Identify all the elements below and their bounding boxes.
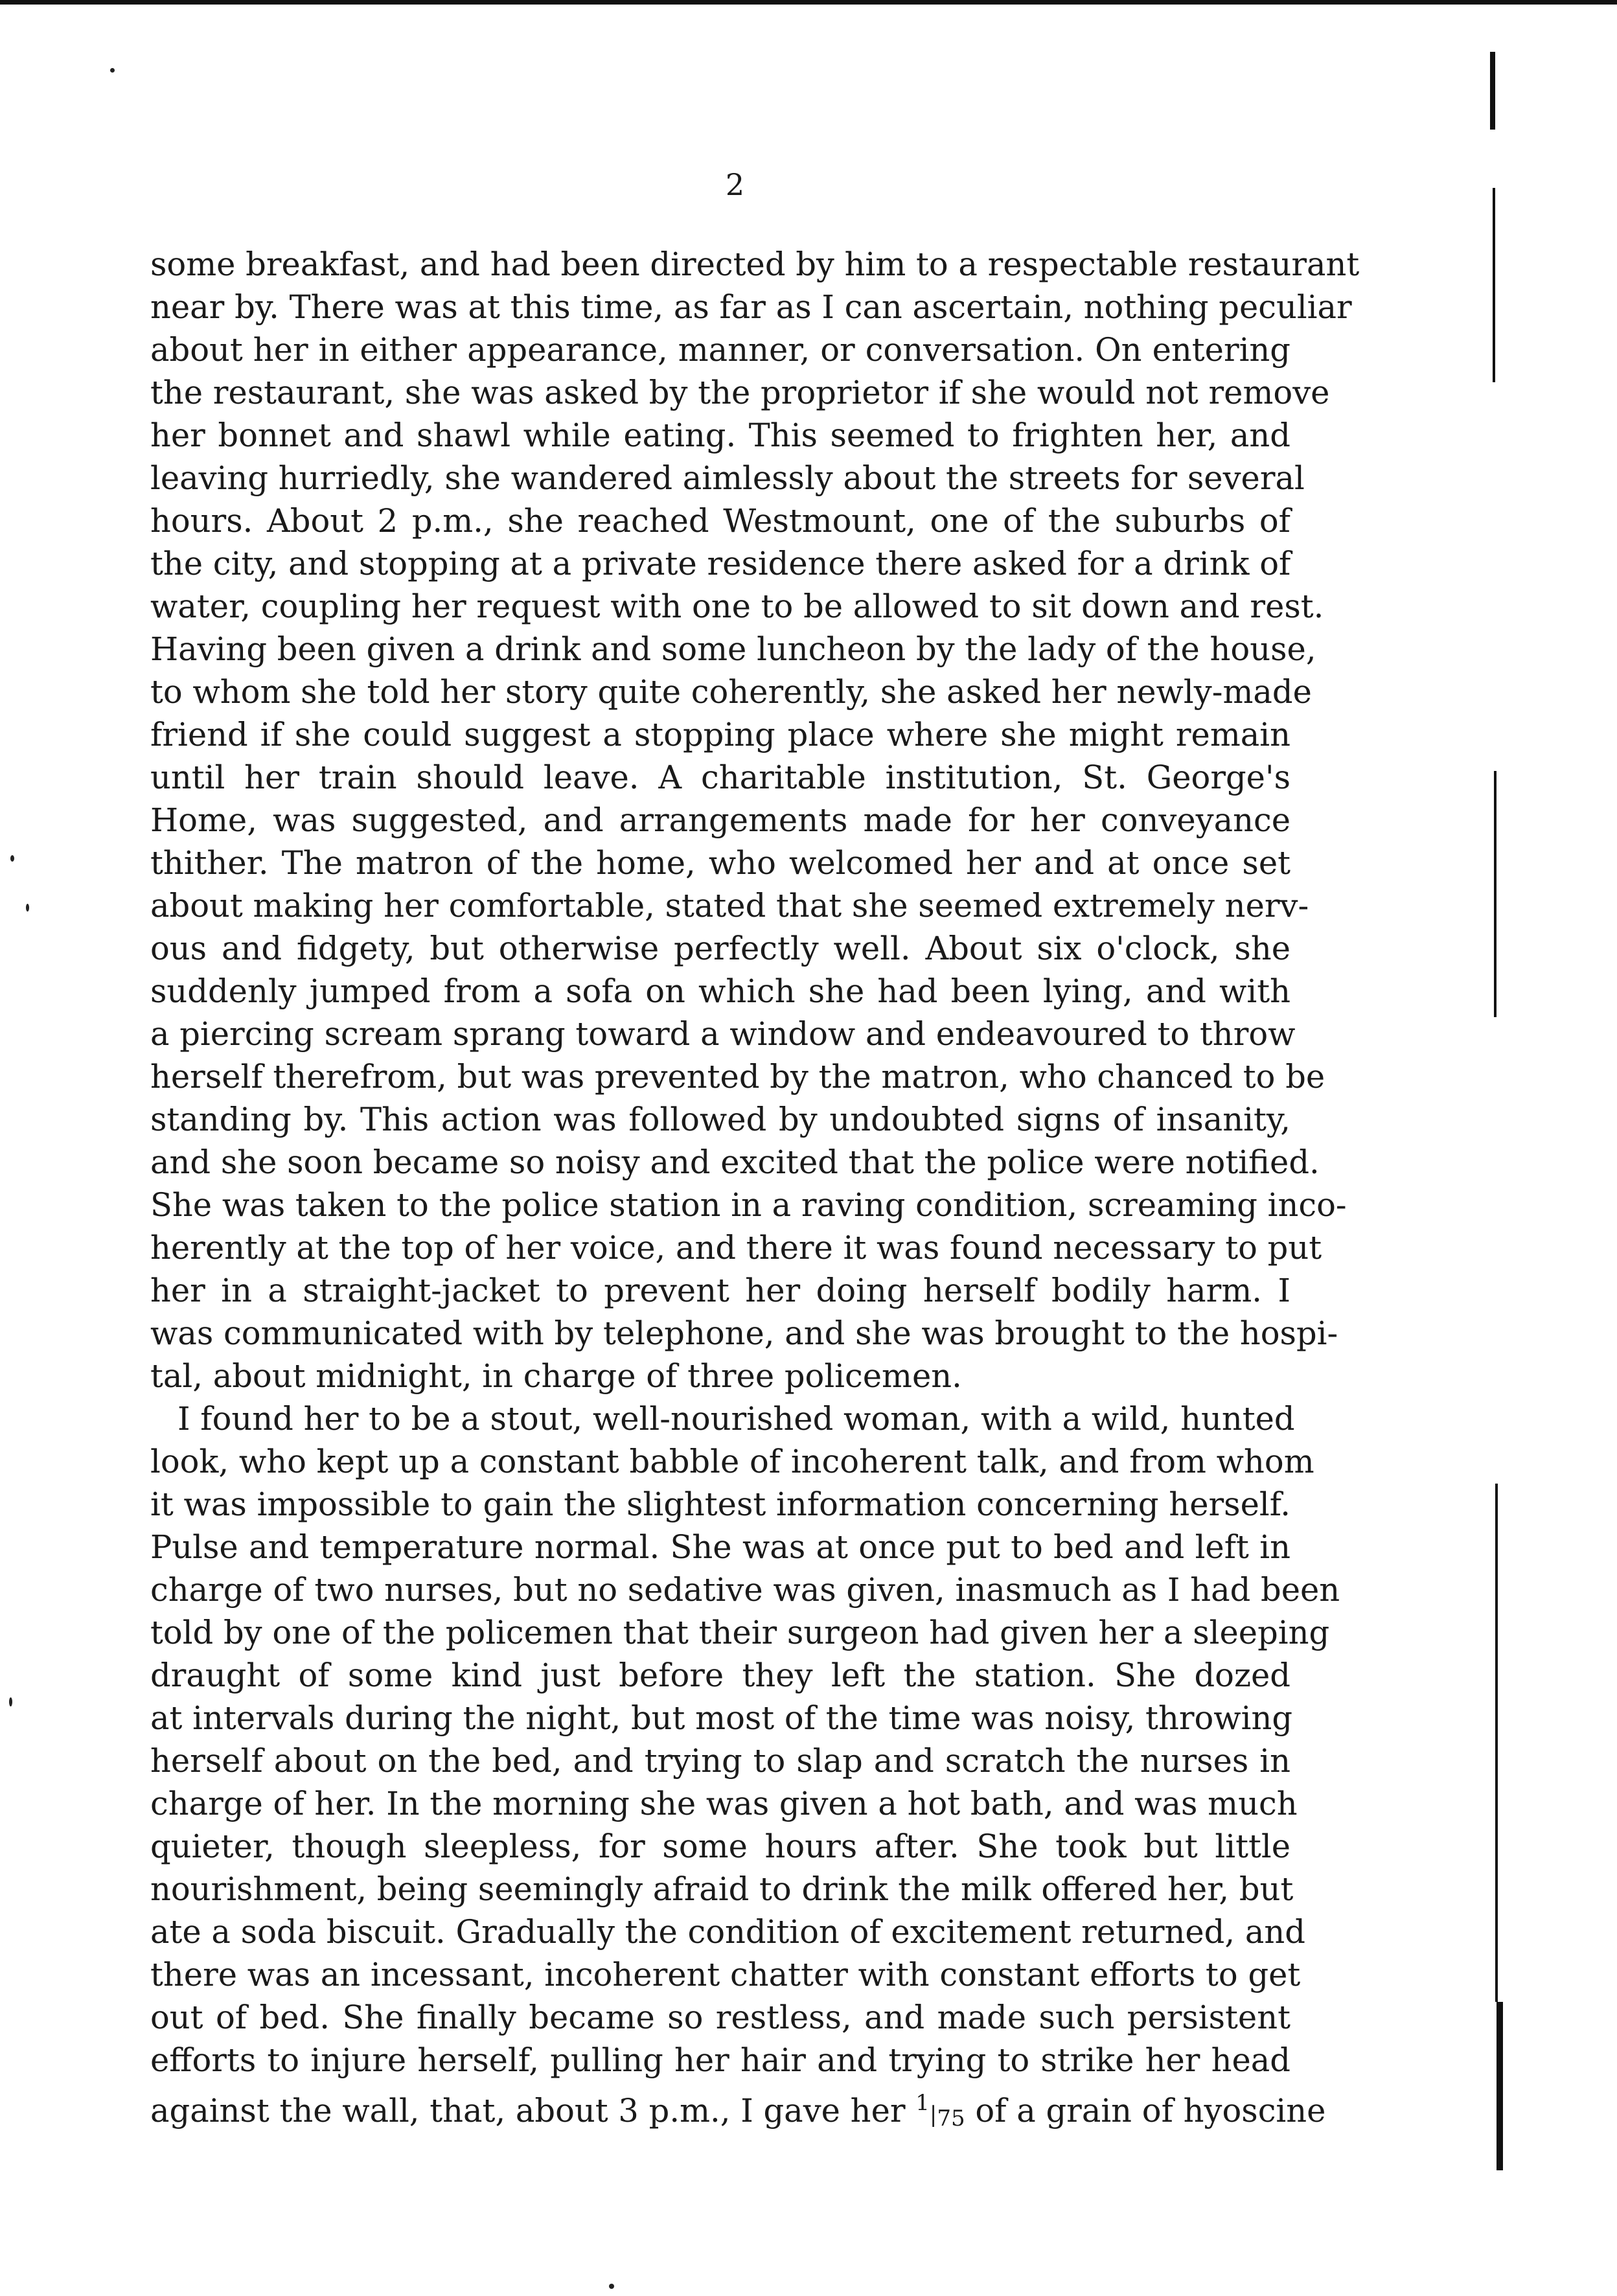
text-line: ous and fidgety, but otherwise perfectly well. About six o'clock, she xyxy=(150,930,1290,967)
text-line: herself therefrom, but was prevented by the matron, who chanced to be xyxy=(150,1058,1325,1096)
edge-mark xyxy=(1497,2002,1503,2170)
text-line: thither. The matron of the home, who welcomed her and at once set xyxy=(150,844,1290,882)
right-page-edge xyxy=(1490,26,1500,2255)
text-line: efforts to injure herself, pulling her hair and trying to strike her head xyxy=(150,2041,1290,2079)
text-line: standing by. This action was followed by undoubted signs of insanity, xyxy=(150,1101,1290,1138)
text-line: water, coupling her request with one to be allowed to sit down and rest. xyxy=(150,588,1324,625)
final-line-after: of a grain of hyoscine xyxy=(965,2092,1326,2130)
text-line: charge of her. In the morning she was given a hot bath, and was much xyxy=(150,1785,1298,1822)
text-line: nourishment, being seemingly afraid to drink the milk offered her, but xyxy=(150,1870,1294,1908)
text-line: I found her to be a stout, well-nourished woman, with a wild, hunted xyxy=(178,1400,1295,1438)
text-line: draught of some kind just before they left the station. She dozed xyxy=(150,1657,1290,1694)
text-line: her in a straight-jacket to prevent her doing herself bodily harm. I xyxy=(150,1272,1290,1309)
text-line: it was impossible to gain the slightest information concerning herself. xyxy=(150,1486,1290,1523)
text-line: herself about on the bed, and trying to slap and scratch the nurses in xyxy=(150,1742,1290,1780)
text-line: there was an incessant, incoherent chatter with constant efforts to get xyxy=(150,1956,1301,1993)
text-line: near by. There was at this time, as far as I can ascertain, nothing peculiar xyxy=(150,288,1352,326)
fraction-denominator: 75 xyxy=(937,2106,965,2131)
text-line: suddenly jumped from a sofa on which she had been lying, and with xyxy=(150,972,1290,1010)
text-line: out of bed. She finally became so restless, and made such persistent xyxy=(150,1999,1290,2036)
text-line: Having been given a drink and some luncheon by the lady of the house, xyxy=(150,630,1316,668)
text-line: look, who kept up a constant babble of incoherent talk, and from whom xyxy=(150,1443,1314,1480)
text-line: ate a soda biscuit. Gradually the condition of excitement returned, and xyxy=(150,1913,1305,1951)
edge-mark xyxy=(1494,771,1497,1017)
scan-speck xyxy=(609,2284,614,2289)
fraction-separator: | xyxy=(929,2102,937,2128)
text-line: her bonnet and shawl while eating. This seemed to frighten her, and xyxy=(150,417,1290,454)
page-number: 2 xyxy=(725,167,746,202)
text-line-final xyxy=(150,2082,1326,2131)
scan-speck xyxy=(9,1697,12,1706)
text-line: hours. About 2 p.m., she reached Westmount, one of the suburbs of xyxy=(150,502,1290,540)
scan-speck xyxy=(26,904,29,912)
scan-speck xyxy=(10,855,14,862)
text-line: herently at the top of her voice, and there it was found necessary to put xyxy=(150,1229,1322,1267)
text-line: the restaurant, she was asked by the proprietor if she would not remove xyxy=(150,374,1330,411)
top-border-rule xyxy=(0,0,1617,5)
text-line: charge of two nurses, but no sedative was given, inasmuch as I had been xyxy=(150,1571,1340,1609)
text-line: Home, was suggested, and arrangements made for her conveyance xyxy=(150,801,1290,839)
text-line: the city, and stopping at a private residence there asked for a drink of xyxy=(150,545,1291,582)
body-text xyxy=(150,243,1360,2131)
scan-speck xyxy=(110,68,115,73)
text-line: quieter, though sleepless, for some hours after. She took but little xyxy=(150,1828,1290,1865)
edge-mark xyxy=(1493,188,1495,382)
edge-mark xyxy=(1495,1484,1498,2002)
text-line: about her in either appearance, manner, or conversation. On entering xyxy=(150,331,1290,369)
text-line: was communicated with by telephone, and she was brought to the hospi- xyxy=(150,1314,1338,1352)
final-line-before: against the wall, that, about 3 p.m., I gave her xyxy=(150,2092,916,2130)
text-line: tal, about midnight, in charge of three policemen. xyxy=(150,1357,962,1395)
text-line: a piercing scream sprang toward a window and endeavoured to throw xyxy=(150,1015,1296,1053)
text-line: to whom she told her story quite coherently, she asked her newly-made xyxy=(150,673,1312,711)
text-line: about making her comfortable, stated that she seemed extremely nerv- xyxy=(150,887,1309,924)
text-line: some breakfast, and had been directed by him to a respectable restaurant xyxy=(150,246,1360,283)
text-line: at intervals during the night, but most of the time was noisy, throwing xyxy=(150,1699,1293,1737)
dose-fraction xyxy=(915,2082,965,2140)
fraction-numerator: 1 xyxy=(915,2090,930,2116)
text-line: told by one of the policemen that their surgeon had given her a sleeping xyxy=(150,1614,1330,1651)
edge-mark xyxy=(1490,52,1495,130)
text-line: leaving hurriedly, she wandered aimlessly about the streets for several xyxy=(150,459,1305,497)
text-line: and she soon became so noisy and excited that the police were notified. xyxy=(150,1143,1320,1181)
text-line: friend if she could suggest a stopping place where she might remain xyxy=(150,716,1290,753)
text-line: Pulse and temperature normal. She was at once put to bed and left in xyxy=(150,1528,1290,1566)
text-line: She was taken to the police station in a raving condition, screaming inco- xyxy=(150,1186,1347,1224)
text-line: until her train should leave. A charitable institution, St. George's xyxy=(150,759,1290,796)
